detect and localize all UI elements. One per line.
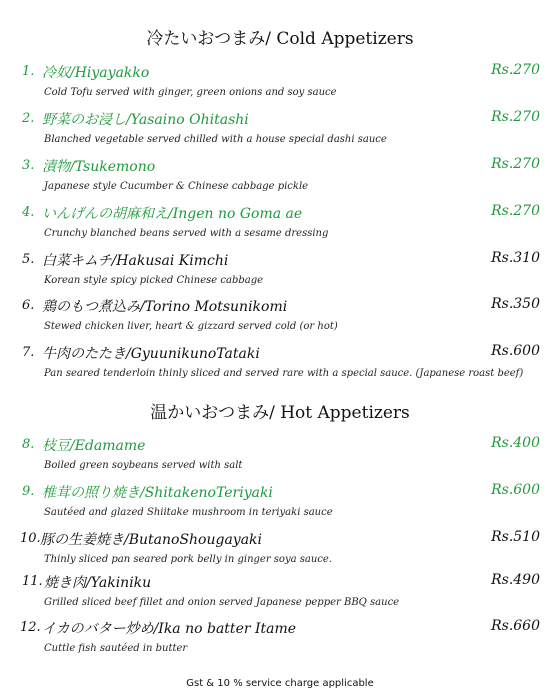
item-description: Cold Tofu served with ginger, green onions and soy sauce — [44, 87, 337, 98]
item-name: 鶏のもつ煮込み/Torino Motsunikomi — [42, 299, 288, 315]
menu-item — [22, 156, 540, 192]
menu-item — [20, 529, 540, 565]
menu-item — [22, 343, 540, 379]
item-number: 8. — [22, 437, 35, 452]
item-name: 豚の生姜焼き/ButanoShougayaki — [40, 532, 263, 548]
item-name: 牛肉のたたき/GyuunikunoTataki — [42, 346, 260, 362]
item-name: いんげんの胡麻和え/Ingen no Goma ae — [42, 206, 303, 222]
menu-item — [22, 109, 540, 145]
menu-item — [22, 572, 540, 608]
menu-item — [22, 62, 540, 98]
item-number: 4. — [22, 205, 35, 220]
item-description: Thinly sliced pan seared pork belly in ginger soya sauce. — [44, 554, 332, 565]
menu-item — [22, 250, 540, 286]
item-price: Rs.490 — [491, 572, 540, 588]
item-price: Rs.310 — [491, 250, 540, 266]
item-description: Japanese style Cucumber & Chinese cabbage pickle — [44, 181, 309, 192]
item-description: Blanched vegetable served chilled with a house special dashi sauce — [44, 134, 387, 145]
item-name: 焼き肉/Yakiniku — [44, 575, 152, 591]
item-number: 12. — [20, 620, 41, 635]
item-name: 漬物/Tsukemono — [42, 159, 156, 175]
item-description: Grilled sliced beef fillet and onion served Japanese pepper BBQ sauce — [44, 597, 400, 608]
item-description: Sautéed and glazed Shiitake mushroom in teriyaki sauce — [44, 507, 333, 518]
menu-item — [22, 203, 540, 239]
item-number: 3. — [22, 158, 35, 173]
item-price: Rs.270 — [491, 203, 540, 219]
item-name: 野菜のお浸し/Yasaino Ohitashi — [42, 112, 249, 128]
item-number: 6. — [22, 298, 35, 313]
item-description: Crunchy blanched beans served with a sesame dressing — [44, 228, 329, 239]
item-number: 1. — [22, 64, 35, 79]
menu-item — [22, 296, 540, 332]
item-name: イカのバター炒め/Ika no batter Itame — [42, 621, 297, 637]
item-number: 10. — [20, 531, 41, 546]
item-price: Rs.270 — [491, 156, 540, 172]
item-description: Stewed chicken liver, heart & gizzard served cold (or hot) — [44, 321, 338, 332]
section-title-cold: 冷たいおつまみ/ Cold Appetizers — [146, 29, 414, 49]
item-number: 7. — [22, 345, 35, 360]
item-number: 11. — [22, 574, 43, 589]
item-price: Rs.600 — [491, 343, 540, 359]
item-number: 5. — [22, 252, 35, 267]
item-price: Rs.350 — [491, 296, 540, 312]
item-price: Rs.660 — [491, 618, 540, 634]
item-name: 白菜キムチ/Hakusai Kimchi — [42, 253, 229, 269]
item-name: 椎茸の照り焼き/ShitakenoTeriyaki — [42, 485, 273, 501]
menu-item — [22, 482, 540, 518]
item-number: 2. — [22, 111, 35, 126]
item-name: 冷奴/Hiyayakko — [42, 65, 150, 81]
item-description: Cuttle fish sautéed in butter — [44, 643, 188, 654]
section-title-hot: 温かいおつまみ/ Hot Appetizers — [150, 403, 410, 423]
service-charge-note: Gst & 10 % service charge applicable — [186, 678, 374, 689]
item-number: 9. — [22, 484, 35, 499]
item-description: Pan seared tenderloin thinly sliced and served rare with a special sauce. (Japanese roast beef) — [44, 368, 524, 379]
item-description: Boiled green soybeans served with salt — [44, 460, 243, 471]
item-price: Rs.510 — [491, 529, 540, 545]
item-name: 枝豆/Edamame — [42, 438, 146, 454]
menu-item — [20, 618, 540, 654]
item-price: Rs.600 — [491, 482, 540, 498]
item-price: Rs.270 — [491, 62, 540, 78]
item-price: Rs.400 — [491, 435, 540, 451]
item-description: Korean style spicy picked Chinese cabbage — [44, 275, 264, 286]
menu-item — [22, 435, 540, 471]
item-price: Rs.270 — [491, 109, 540, 125]
